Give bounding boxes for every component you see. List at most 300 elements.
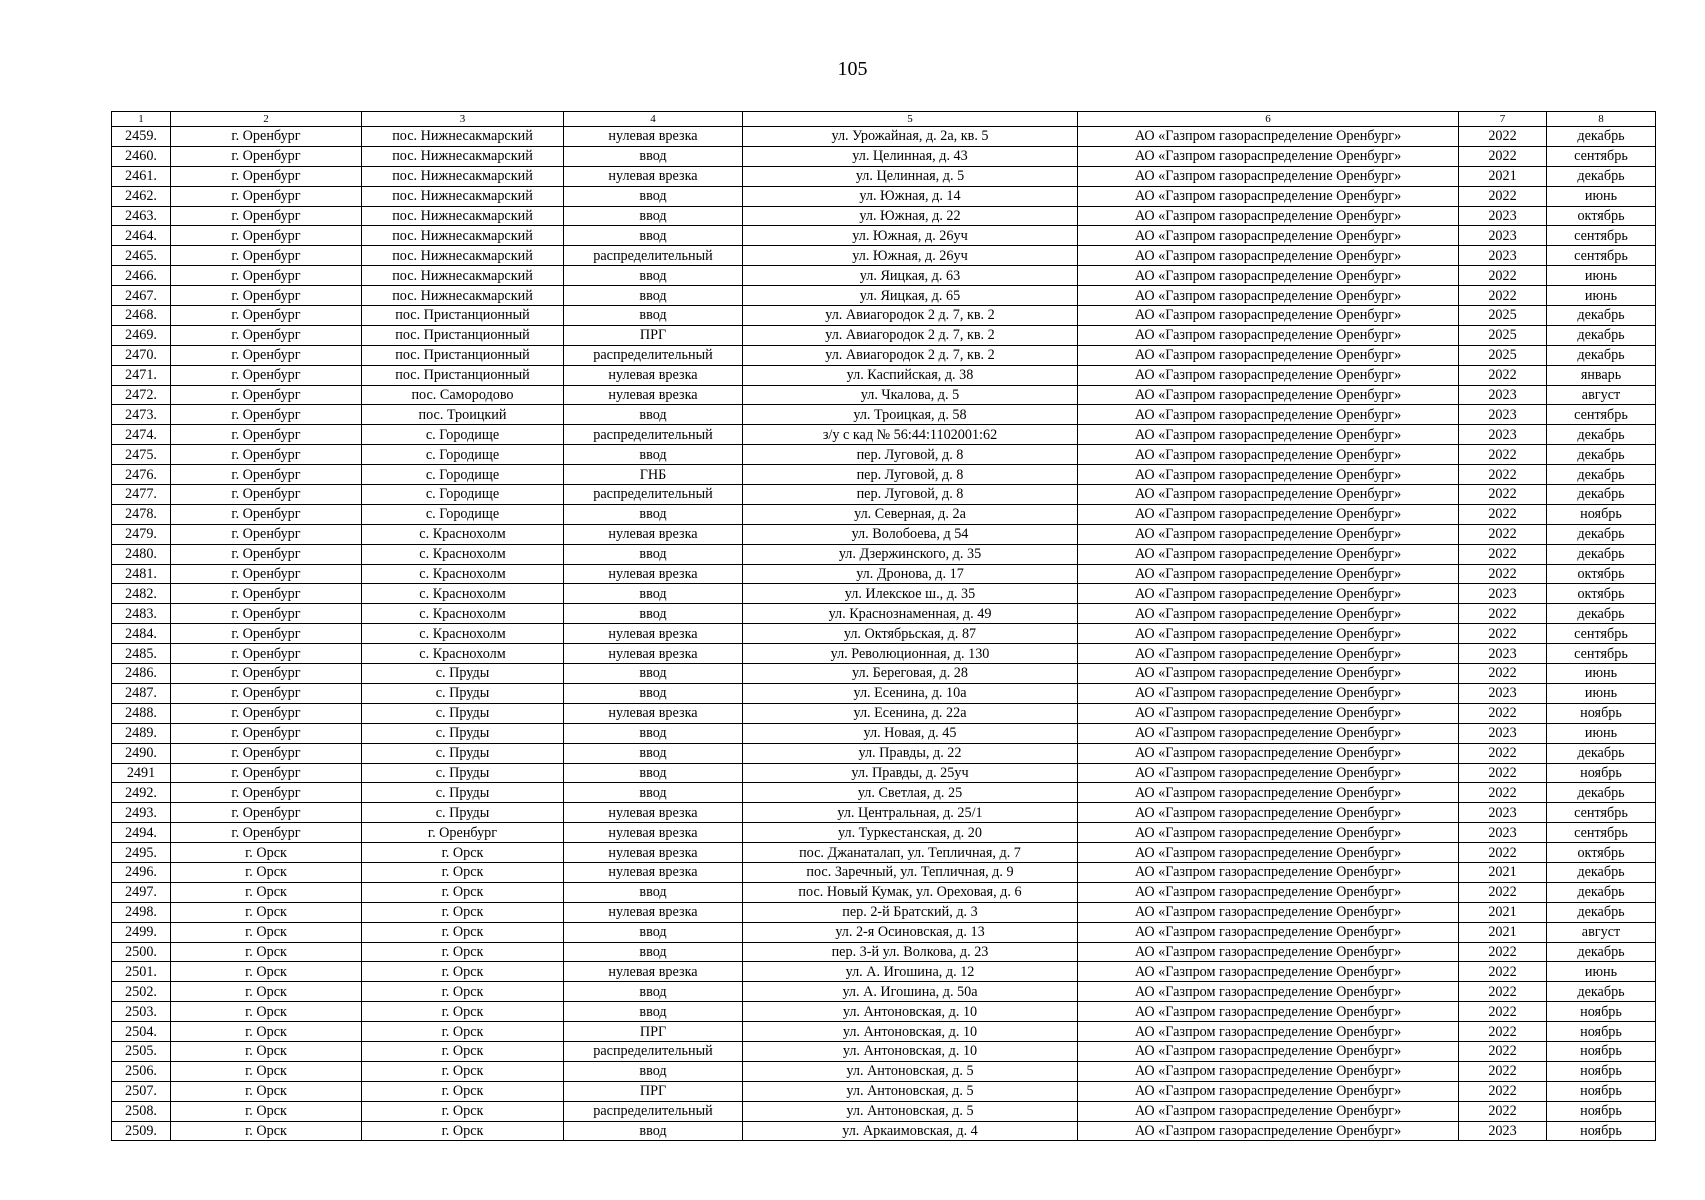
column-header-5: 5 [743, 112, 1078, 127]
settlement-cell: пос. Самородово [362, 385, 564, 405]
month-cell: декабрь [1547, 127, 1656, 147]
municipality-cell: г. Орск [171, 1002, 362, 1022]
year-cell: 2022 [1459, 1002, 1547, 1022]
work-type-cell: ввод [564, 723, 743, 743]
month-cell: декабрь [1547, 604, 1656, 624]
table-row [112, 385, 1656, 405]
organization-cell: АО «Газпром газораспределение Оренбург» [1078, 664, 1459, 684]
month-cell: сентябрь [1547, 246, 1656, 266]
municipality-cell: г. Оренбург [171, 425, 362, 445]
year-cell: 2022 [1459, 1041, 1547, 1061]
address-cell: ул. Антоновская, д. 5 [743, 1101, 1078, 1121]
column-header-6: 6 [1078, 112, 1459, 127]
address-cell: ул. Октябрьская, д. 87 [743, 624, 1078, 644]
row-number-cell: 2486. [112, 664, 171, 684]
year-cell: 2022 [1459, 146, 1547, 166]
year-cell: 2023 [1459, 723, 1547, 743]
work-type-cell: ввод [564, 286, 743, 306]
settlement-cell: с. Городище [362, 504, 564, 524]
organization-cell: АО «Газпром газораспределение Оренбург» [1078, 127, 1459, 147]
table-row [112, 644, 1656, 664]
year-cell: 2022 [1459, 703, 1547, 723]
address-cell: ул. Центральная, д. 25/1 [743, 803, 1078, 823]
table-row [112, 286, 1656, 306]
work-type-cell: ввод [564, 664, 743, 684]
table-row [112, 942, 1656, 962]
organization-cell: АО «Газпром газораспределение Оренбург» [1078, 982, 1459, 1002]
municipality-cell: г. Оренбург [171, 723, 362, 743]
settlement-cell: г. Орск [362, 882, 564, 902]
month-cell: декабрь [1547, 783, 1656, 803]
row-number-cell: 2470. [112, 345, 171, 365]
organization-cell: АО «Газпром газораспределение Оренбург» [1078, 286, 1459, 306]
year-cell: 2023 [1459, 584, 1547, 604]
month-cell: декабрь [1547, 902, 1656, 922]
work-type-cell: ГНБ [564, 465, 743, 485]
month-cell: ноябрь [1547, 1002, 1656, 1022]
row-number-cell: 2461. [112, 166, 171, 186]
year-cell: 2021 [1459, 902, 1547, 922]
municipality-cell: г. Оренбург [171, 127, 362, 147]
year-cell: 2023 [1459, 385, 1547, 405]
address-cell: пос. Заречный, ул. Тепличная, д. 9 [743, 862, 1078, 882]
municipality-cell: г. Оренбург [171, 683, 362, 703]
table-row [112, 504, 1656, 524]
municipality-cell: г. Оренбург [171, 783, 362, 803]
row-number-cell: 2507. [112, 1081, 171, 1101]
organization-cell: АО «Газпром газораспределение Оренбург» [1078, 465, 1459, 485]
work-type-cell: нулевая врезка [564, 823, 743, 843]
organization-cell: АО «Газпром газораспределение Оренбург» [1078, 803, 1459, 823]
row-number-cell: 2499. [112, 922, 171, 942]
settlement-cell: г. Оренбург [362, 823, 564, 843]
organization-cell: АО «Газпром газораспределение Оренбург» [1078, 882, 1459, 902]
address-cell: пер. 2-й Братский, д. 3 [743, 902, 1078, 922]
row-number-cell: 2508. [112, 1101, 171, 1121]
year-cell: 2022 [1459, 763, 1547, 783]
organization-cell: АО «Газпром газораспределение Оренбург» [1078, 823, 1459, 843]
table-row [112, 365, 1656, 385]
address-cell: ул. Авиагородок 2 д. 7, кв. 2 [743, 306, 1078, 326]
municipality-cell: г. Орск [171, 862, 362, 882]
settlement-cell: с. Пруды [362, 783, 564, 803]
table-row [112, 683, 1656, 703]
organization-cell: АО «Газпром газораспределение Оренбург» [1078, 166, 1459, 186]
year-cell: 2022 [1459, 1022, 1547, 1042]
settlement-cell: пос. Нижнесакмарский [362, 166, 564, 186]
address-cell: ул. Южная, д. 22 [743, 206, 1078, 226]
organization-cell: АО «Газпром газораспределение Оренбург» [1078, 306, 1459, 326]
settlement-cell: г. Орск [362, 843, 564, 863]
organization-cell: АО «Газпром газораспределение Оренбург» [1078, 146, 1459, 166]
address-cell: з/у с кад № 56:44:1102001:62 [743, 425, 1078, 445]
year-cell: 2023 [1459, 226, 1547, 246]
table-row [112, 803, 1656, 823]
municipality-cell: г. Оренбург [171, 743, 362, 763]
municipality-cell: г. Оренбург [171, 325, 362, 345]
address-cell: ул. Антоновская, д. 5 [743, 1061, 1078, 1081]
year-cell: 2022 [1459, 286, 1547, 306]
row-number-cell: 2479. [112, 524, 171, 544]
settlement-cell: пос. Нижнесакмарский [362, 186, 564, 206]
year-cell: 2022 [1459, 504, 1547, 524]
table-row [112, 982, 1656, 1002]
work-type-cell: ПРГ [564, 1022, 743, 1042]
year-cell: 2022 [1459, 982, 1547, 1002]
municipality-cell: г. Оренбург [171, 504, 362, 524]
municipality-cell: г. Оренбург [171, 146, 362, 166]
row-number-cell: 2492. [112, 783, 171, 803]
organization-cell: АО «Газпром газораспределение Оренбург» [1078, 425, 1459, 445]
municipality-cell: г. Оренбург [171, 604, 362, 624]
settlement-cell: с. Пруды [362, 743, 564, 763]
municipality-cell: г. Оренбург [171, 703, 362, 723]
address-cell: ул. Дронова, д. 17 [743, 564, 1078, 584]
month-cell: декабрь [1547, 425, 1656, 445]
work-type-cell: ввод [564, 445, 743, 465]
organization-cell: АО «Газпром газораспределение Оренбург» [1078, 544, 1459, 564]
row-number-cell: 2490. [112, 743, 171, 763]
table-row [112, 843, 1656, 863]
address-cell: пер. 3-й ул. Волкова, д. 23 [743, 942, 1078, 962]
column-header-2: 2 [171, 112, 362, 127]
month-cell: июнь [1547, 286, 1656, 306]
address-cell: ул. Целинная, д. 43 [743, 146, 1078, 166]
row-number-cell: 2496. [112, 862, 171, 882]
month-cell: декабрь [1547, 544, 1656, 564]
municipality-cell: г. Орск [171, 843, 362, 863]
organization-cell: АО «Газпром газораспределение Оренбург» [1078, 445, 1459, 465]
address-cell: ул. Южная, д. 14 [743, 186, 1078, 206]
municipality-cell: г. Оренбург [171, 664, 362, 684]
year-cell: 2023 [1459, 206, 1547, 226]
table-row [112, 186, 1656, 206]
municipality-cell: г. Орск [171, 1061, 362, 1081]
table-row [112, 882, 1656, 902]
settlement-cell: пос. Троицкий [362, 405, 564, 425]
settlement-cell: пос. Нижнесакмарский [362, 246, 564, 266]
work-type-cell: ввод [564, 584, 743, 604]
row-number-cell: 2471. [112, 365, 171, 385]
table-row [112, 226, 1656, 246]
month-cell: ноябрь [1547, 703, 1656, 723]
organization-cell: АО «Газпром газораспределение Оренбург» [1078, 365, 1459, 385]
municipality-cell: г. Оренбург [171, 266, 362, 286]
organization-cell: АО «Газпром газораспределение Оренбург» [1078, 624, 1459, 644]
month-cell: август [1547, 922, 1656, 942]
municipality-cell: г. Оренбург [171, 803, 362, 823]
organization-cell: АО «Газпром газораспределение Оренбург» [1078, 1022, 1459, 1042]
work-type-cell: ввод [564, 604, 743, 624]
table-row [112, 564, 1656, 584]
municipality-cell: г. Оренбург [171, 286, 362, 306]
settlement-cell: г. Орск [362, 1041, 564, 1061]
table-row [112, 266, 1656, 286]
municipality-cell: г. Орск [171, 922, 362, 942]
work-type-cell: ввод [564, 306, 743, 326]
table-row [112, 1061, 1656, 1081]
month-cell: октябрь [1547, 564, 1656, 584]
settlement-cell: г. Орск [362, 982, 564, 1002]
row-number-cell: 2504. [112, 1022, 171, 1042]
address-cell: ул. А. Игошина, д. 12 [743, 962, 1078, 982]
address-cell: ул. Урожайная, д. 2а, кв. 5 [743, 127, 1078, 147]
organization-cell: АО «Газпром газораспределение Оренбург» [1078, 1061, 1459, 1081]
address-cell: ул. Береговая, д. 28 [743, 664, 1078, 684]
settlement-cell: г. Орск [362, 1022, 564, 1042]
year-cell: 2022 [1459, 604, 1547, 624]
work-type-cell: нулевая врезка [564, 902, 743, 922]
year-cell: 2022 [1459, 962, 1547, 982]
address-cell: пер. Луговой, д. 8 [743, 465, 1078, 485]
municipality-cell: г. Оренбург [171, 584, 362, 604]
organization-cell: АО «Газпром газораспределение Оренбург» [1078, 405, 1459, 425]
work-type-cell: нулевая врезка [564, 703, 743, 723]
month-cell: июнь [1547, 186, 1656, 206]
page-number: 105 [837, 58, 868, 80]
municipality-cell: г. Оренбург [171, 306, 362, 326]
address-cell: ул. Южная, д. 26уч [743, 226, 1078, 246]
municipality-cell: г. Оренбург [171, 166, 362, 186]
column-header-3: 3 [362, 112, 564, 127]
address-cell: ул. Чкалова, д. 5 [743, 385, 1078, 405]
work-type-cell: ввод [564, 146, 743, 166]
settlement-cell: г. Орск [362, 862, 564, 882]
row-number-cell: 2468. [112, 306, 171, 326]
organization-cell: АО «Газпром газораспределение Оренбург» [1078, 504, 1459, 524]
year-cell: 2022 [1459, 882, 1547, 902]
address-cell: ул. Северная, д. 2а [743, 504, 1078, 524]
municipality-cell: г. Оренбург [171, 624, 362, 644]
row-number-cell: 2494. [112, 823, 171, 843]
row-number-cell: 2478. [112, 504, 171, 524]
row-number-cell: 2473. [112, 405, 171, 425]
settlement-cell: г. Орск [362, 942, 564, 962]
month-cell: декабрь [1547, 485, 1656, 505]
month-cell: ноябрь [1547, 1081, 1656, 1101]
table-row [112, 1081, 1656, 1101]
organization-cell: АО «Газпром газораспределение Оренбург» [1078, 226, 1459, 246]
row-number-cell: 2493. [112, 803, 171, 823]
table-row [112, 206, 1656, 226]
month-cell: июнь [1547, 962, 1656, 982]
year-cell: 2022 [1459, 524, 1547, 544]
year-cell: 2022 [1459, 783, 1547, 803]
organization-cell: АО «Газпром газораспределение Оренбург» [1078, 862, 1459, 882]
settlement-cell: с. Краснохолм [362, 644, 564, 664]
year-cell: 2022 [1459, 1101, 1547, 1121]
month-cell: ноябрь [1547, 1121, 1656, 1141]
work-type-cell: ввод [564, 544, 743, 564]
settlement-cell: пос. Нижнесакмарский [362, 127, 564, 147]
month-cell: декабрь [1547, 743, 1656, 763]
work-type-cell: нулевая врезка [564, 166, 743, 186]
municipality-cell: г. Оренбург [171, 485, 362, 505]
year-cell: 2021 [1459, 862, 1547, 882]
settlement-cell: пос. Пристанционный [362, 325, 564, 345]
year-cell: 2023 [1459, 425, 1547, 445]
address-cell: ул. Правды, д. 22 [743, 743, 1078, 763]
settlement-cell: с. Городище [362, 445, 564, 465]
work-type-cell: распределительный [564, 1041, 743, 1061]
year-cell: 2022 [1459, 465, 1547, 485]
year-cell: 2022 [1459, 1081, 1547, 1101]
address-cell: ул. Южная, д. 26уч [743, 246, 1078, 266]
work-type-cell: ввод [564, 982, 743, 1002]
column-header-8: 8 [1547, 112, 1656, 127]
year-cell: 2022 [1459, 544, 1547, 564]
organization-cell: АО «Газпром газораспределение Оренбург» [1078, 683, 1459, 703]
municipality-cell: г. Оренбург [171, 405, 362, 425]
organization-cell: АО «Газпром газораспределение Оренбург» [1078, 186, 1459, 206]
work-type-cell: ввод [564, 783, 743, 803]
organization-cell: АО «Газпром газораспределение Оренбург» [1078, 325, 1459, 345]
month-cell: декабрь [1547, 942, 1656, 962]
municipality-cell: г. Оренбург [171, 524, 362, 544]
work-type-cell: нулевая врезка [564, 644, 743, 664]
year-cell: 2022 [1459, 942, 1547, 962]
address-cell: ул. Целинная, д. 5 [743, 166, 1078, 186]
municipality-cell: г. Оренбург [171, 564, 362, 584]
row-number-cell: 2465. [112, 246, 171, 266]
table-row [112, 544, 1656, 564]
municipality-cell: г. Орск [171, 882, 362, 902]
settlement-cell: с. Краснохолм [362, 524, 564, 544]
organization-cell: АО «Газпром газораспределение Оренбург» [1078, 922, 1459, 942]
municipality-cell: г. Оренбург [171, 544, 362, 564]
year-cell: 2022 [1459, 365, 1547, 385]
address-cell: пос. Джанаталап, ул. Тепличная, д. 7 [743, 843, 1078, 863]
table-row [112, 922, 1656, 942]
row-number-cell: 2462. [112, 186, 171, 206]
row-number-cell: 2474. [112, 425, 171, 445]
table-row [112, 584, 1656, 604]
year-cell: 2022 [1459, 664, 1547, 684]
work-type-cell: ввод [564, 266, 743, 286]
month-cell: ноябрь [1547, 1041, 1656, 1061]
row-number-cell: 2459. [112, 127, 171, 147]
year-cell: 2023 [1459, 1121, 1547, 1141]
municipality-cell: г. Оренбург [171, 345, 362, 365]
municipality-cell: г. Орск [171, 1041, 362, 1061]
organization-cell: АО «Газпром газораспределение Оренбург» [1078, 743, 1459, 763]
settlement-cell: г. Орск [362, 902, 564, 922]
row-number-cell: 2483. [112, 604, 171, 624]
settlement-cell: с. Пруды [362, 763, 564, 783]
address-cell: ул. Туркестанская, д. 20 [743, 823, 1078, 843]
table-row [112, 345, 1656, 365]
table-row [112, 743, 1656, 763]
settlement-cell: пос. Нижнесакмарский [362, 266, 564, 286]
table-row [112, 166, 1656, 186]
organization-cell: АО «Газпром газораспределение Оренбург» [1078, 644, 1459, 664]
work-type-cell: нулевая врезка [564, 862, 743, 882]
municipality-cell: г. Оренбург [171, 763, 362, 783]
address-cell: ул. Троицкая, д. 58 [743, 405, 1078, 425]
table-row [112, 146, 1656, 166]
table-row [112, 962, 1656, 982]
row-number-cell: 2488. [112, 703, 171, 723]
column-header-7: 7 [1459, 112, 1547, 127]
register-table [111, 111, 1656, 1141]
organization-cell: АО «Газпром газораспределение Оренбург» [1078, 942, 1459, 962]
municipality-cell: г. Орск [171, 962, 362, 982]
table-row [112, 1022, 1656, 1042]
column-header-4: 4 [564, 112, 743, 127]
table-row [112, 1041, 1656, 1061]
month-cell: июнь [1547, 266, 1656, 286]
work-type-cell: распределительный [564, 1101, 743, 1121]
row-number-cell: 2472. [112, 385, 171, 405]
year-cell: 2023 [1459, 823, 1547, 843]
row-number-cell: 2505. [112, 1041, 171, 1061]
table-row [112, 445, 1656, 465]
address-cell: ул. Антоновская, д. 10 [743, 1041, 1078, 1061]
month-cell: сентябрь [1547, 644, 1656, 664]
address-cell: ул. 2-я Осиновская, д. 13 [743, 922, 1078, 942]
table-row [112, 127, 1656, 147]
month-cell: декабрь [1547, 524, 1656, 544]
address-cell: ул. Новая, д. 45 [743, 723, 1078, 743]
row-number-cell: 2475. [112, 445, 171, 465]
address-cell: ул. Антоновская, д. 10 [743, 1022, 1078, 1042]
year-cell: 2022 [1459, 843, 1547, 863]
work-type-cell: ввод [564, 504, 743, 524]
year-cell: 2022 [1459, 564, 1547, 584]
work-type-cell: ввод [564, 882, 743, 902]
municipality-cell: г. Орск [171, 1121, 362, 1141]
municipality-cell: г. Оренбург [171, 226, 362, 246]
settlement-cell: с. Краснохолм [362, 564, 564, 584]
municipality-cell: г. Орск [171, 942, 362, 962]
organization-cell: АО «Газпром газораспределение Оренбург» [1078, 524, 1459, 544]
settlement-cell: г. Орск [362, 1002, 564, 1022]
organization-cell: АО «Газпром газораспределение Оренбург» [1078, 485, 1459, 505]
settlement-cell: г. Орск [362, 922, 564, 942]
table-row [112, 1121, 1656, 1141]
month-cell: сентябрь [1547, 624, 1656, 644]
table-row [112, 624, 1656, 644]
row-number-cell: 2487. [112, 683, 171, 703]
organization-cell: АО «Газпром газораспределение Оренбург» [1078, 843, 1459, 863]
work-type-cell: нулевая врезка [564, 843, 743, 863]
municipality-cell: г. Орск [171, 902, 362, 922]
month-cell: сентябрь [1547, 226, 1656, 246]
month-cell: декабрь [1547, 306, 1656, 326]
municipality-cell: г. Орск [171, 1022, 362, 1042]
organization-cell: АО «Газпром газораспределение Оренбург» [1078, 564, 1459, 584]
table-row [112, 524, 1656, 544]
work-type-cell: распределительный [564, 345, 743, 365]
work-type-cell: ввод [564, 405, 743, 425]
table-row [112, 425, 1656, 445]
year-cell: 2023 [1459, 803, 1547, 823]
organization-cell: АО «Газпром газораспределение Оренбург» [1078, 385, 1459, 405]
table-row [112, 325, 1656, 345]
work-type-cell: ввод [564, 683, 743, 703]
organization-cell: АО «Газпром газораспределение Оренбург» [1078, 345, 1459, 365]
month-cell: июнь [1547, 723, 1656, 743]
row-number-cell: 2482. [112, 584, 171, 604]
work-type-cell: ввод [564, 1002, 743, 1022]
municipality-cell: г. Оренбург [171, 445, 362, 465]
settlement-cell: пос. Пристанционный [362, 365, 564, 385]
work-type-cell: распределительный [564, 425, 743, 445]
municipality-cell: г. Оренбург [171, 186, 362, 206]
table-row [112, 862, 1656, 882]
year-cell: 2023 [1459, 683, 1547, 703]
address-cell: ул. Есенина, д. 10а [743, 683, 1078, 703]
